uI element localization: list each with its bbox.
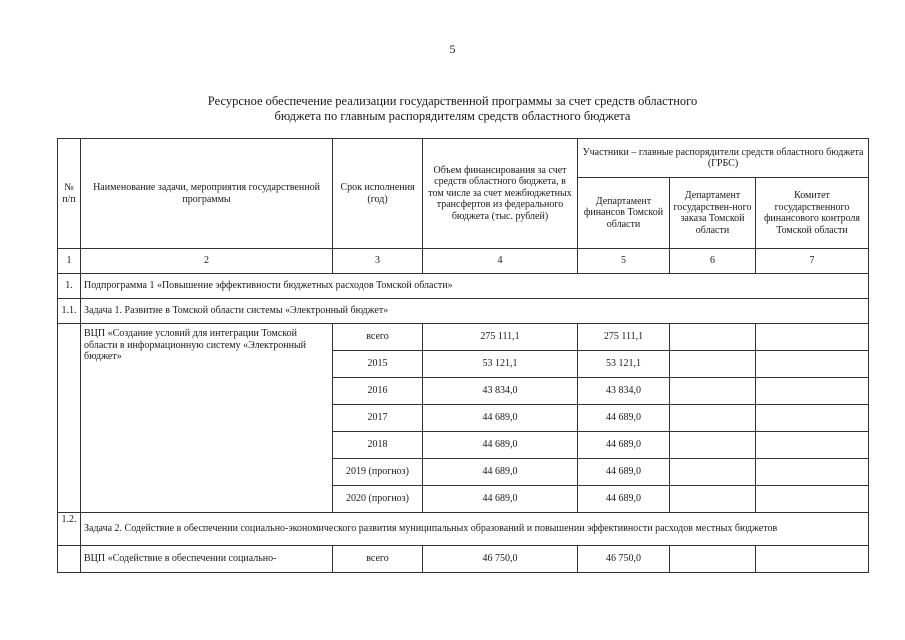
- task-2-text: Задача 2. Содействие в обеспечении социально-экономического развития муниципальных образований и повышении эффективности расходов местных бюджетов: [81, 513, 869, 546]
- table-row-participant-3: [756, 324, 869, 351]
- task-1-text: Задача 1. Развитие в Томской области системы «Электронный бюджет»: [81, 299, 869, 324]
- header-volume: Объем финансирования за счет средств областного бюджета, в том числе за счет межбюджетных трансфертов из федерального бюджета (тыс. рублей): [423, 139, 578, 249]
- table-row-participant-2: [670, 432, 756, 459]
- page-number: 5: [449, 42, 456, 56]
- table-row-participant-1: 44 689,0: [578, 459, 670, 486]
- table-row-participant-3: [756, 486, 869, 513]
- table-row-participant-1: 275 111,1: [578, 324, 670, 351]
- table-row-term: 2020 (прогноз): [333, 486, 423, 513]
- table-row-participant-2: [670, 486, 756, 513]
- table-row-participant-3: [756, 405, 869, 432]
- header-participant-2: Департамент государствен-ного заказа Томской области: [670, 178, 756, 249]
- document-title: [0, 94, 905, 124]
- table-row-volume: 46 750,0: [423, 546, 578, 573]
- table-row-term: 2018: [333, 432, 423, 459]
- task-2-num: 1.2.: [58, 513, 81, 546]
- table-row-participant-2: [670, 351, 756, 378]
- header-participant-3: Комитет государственного финансового контроля Томской области: [756, 178, 869, 249]
- table-row-volume: 44 689,0: [423, 459, 578, 486]
- title-line-2: бюджета по главным распорядителям средств областного бюджета: [274, 109, 631, 123]
- column-number: 6: [670, 249, 756, 274]
- table-row-participant-1: 43 834,0: [578, 378, 670, 405]
- table-row-participant-3: [756, 546, 869, 573]
- table-row-volume: 43 834,0: [423, 378, 578, 405]
- table-row-volume: 44 689,0: [423, 405, 578, 432]
- table-row-participant-1: 53 121,1: [578, 351, 670, 378]
- section-1-num: 1.: [58, 274, 81, 299]
- table-row-term: 2019 (прогноз): [333, 459, 423, 486]
- table-row-volume: 53 121,1: [423, 351, 578, 378]
- table-row-participant-1: 44 689,0: [578, 405, 670, 432]
- table-row-volume: 44 689,0: [423, 486, 578, 513]
- header-term: Срок исполнения (год): [333, 139, 423, 249]
- header-participants: Участники – главные распорядители средств областного бюджета (ГРБС): [578, 139, 869, 178]
- table-row-participant-2: [670, 546, 756, 573]
- table-row-participant-1: 46 750,0: [578, 546, 670, 573]
- title-line-1: Ресурсное обеспечение реализации государственной программы за счет средств областного: [207, 94, 698, 108]
- vcp-1-name: ВЦП «Создание условий для интеграции Томской области в информационную систему «Электронный бюджет»: [81, 324, 333, 513]
- header-name: Наименование задачи, мероприятия государственной программы: [81, 139, 333, 249]
- table-row-term: 2015: [333, 351, 423, 378]
- table-row-participant-3: [756, 432, 869, 459]
- header-participant-1: Департамент финансов Томской области: [578, 178, 670, 249]
- column-number: 3: [333, 249, 423, 274]
- table-row-participant-3: [756, 378, 869, 405]
- table-row-participant-1: 44 689,0: [578, 486, 670, 513]
- column-number: 4: [423, 249, 578, 274]
- vcp-2-num: [58, 546, 81, 573]
- table-row-participant-1: 44 689,0: [578, 432, 670, 459]
- header-num: № п/п: [58, 139, 81, 249]
- table-row-participant-2: [670, 459, 756, 486]
- table-row-participant-3: [756, 459, 869, 486]
- table-row-term: всего: [333, 324, 423, 351]
- table-row-term: 2017: [333, 405, 423, 432]
- table-row-term: всего: [333, 546, 423, 573]
- vcp-1-num: [58, 324, 81, 513]
- column-number: 7: [756, 249, 869, 274]
- task-1-num: 1.1.: [58, 299, 81, 324]
- column-number: 1: [58, 249, 81, 274]
- table-row-participant-2: [670, 405, 756, 432]
- column-number: 2: [81, 249, 333, 274]
- vcp-2-name: ВЦП «Содействие в обеспечении социально-: [81, 546, 333, 573]
- section-1-text: Подпрограмма 1 «Повышение эффективности бюджетных расходов Томской области»: [81, 274, 869, 299]
- resource-table: [57, 138, 869, 573]
- table-row-participant-2: [670, 324, 756, 351]
- table-row-participant-3: [756, 351, 869, 378]
- table-row-volume: 275 111,1: [423, 324, 578, 351]
- table-row-term: 2016: [333, 378, 423, 405]
- table-row-volume: 44 689,0: [423, 432, 578, 459]
- table-row-participant-2: [670, 378, 756, 405]
- column-number: 5: [578, 249, 670, 274]
